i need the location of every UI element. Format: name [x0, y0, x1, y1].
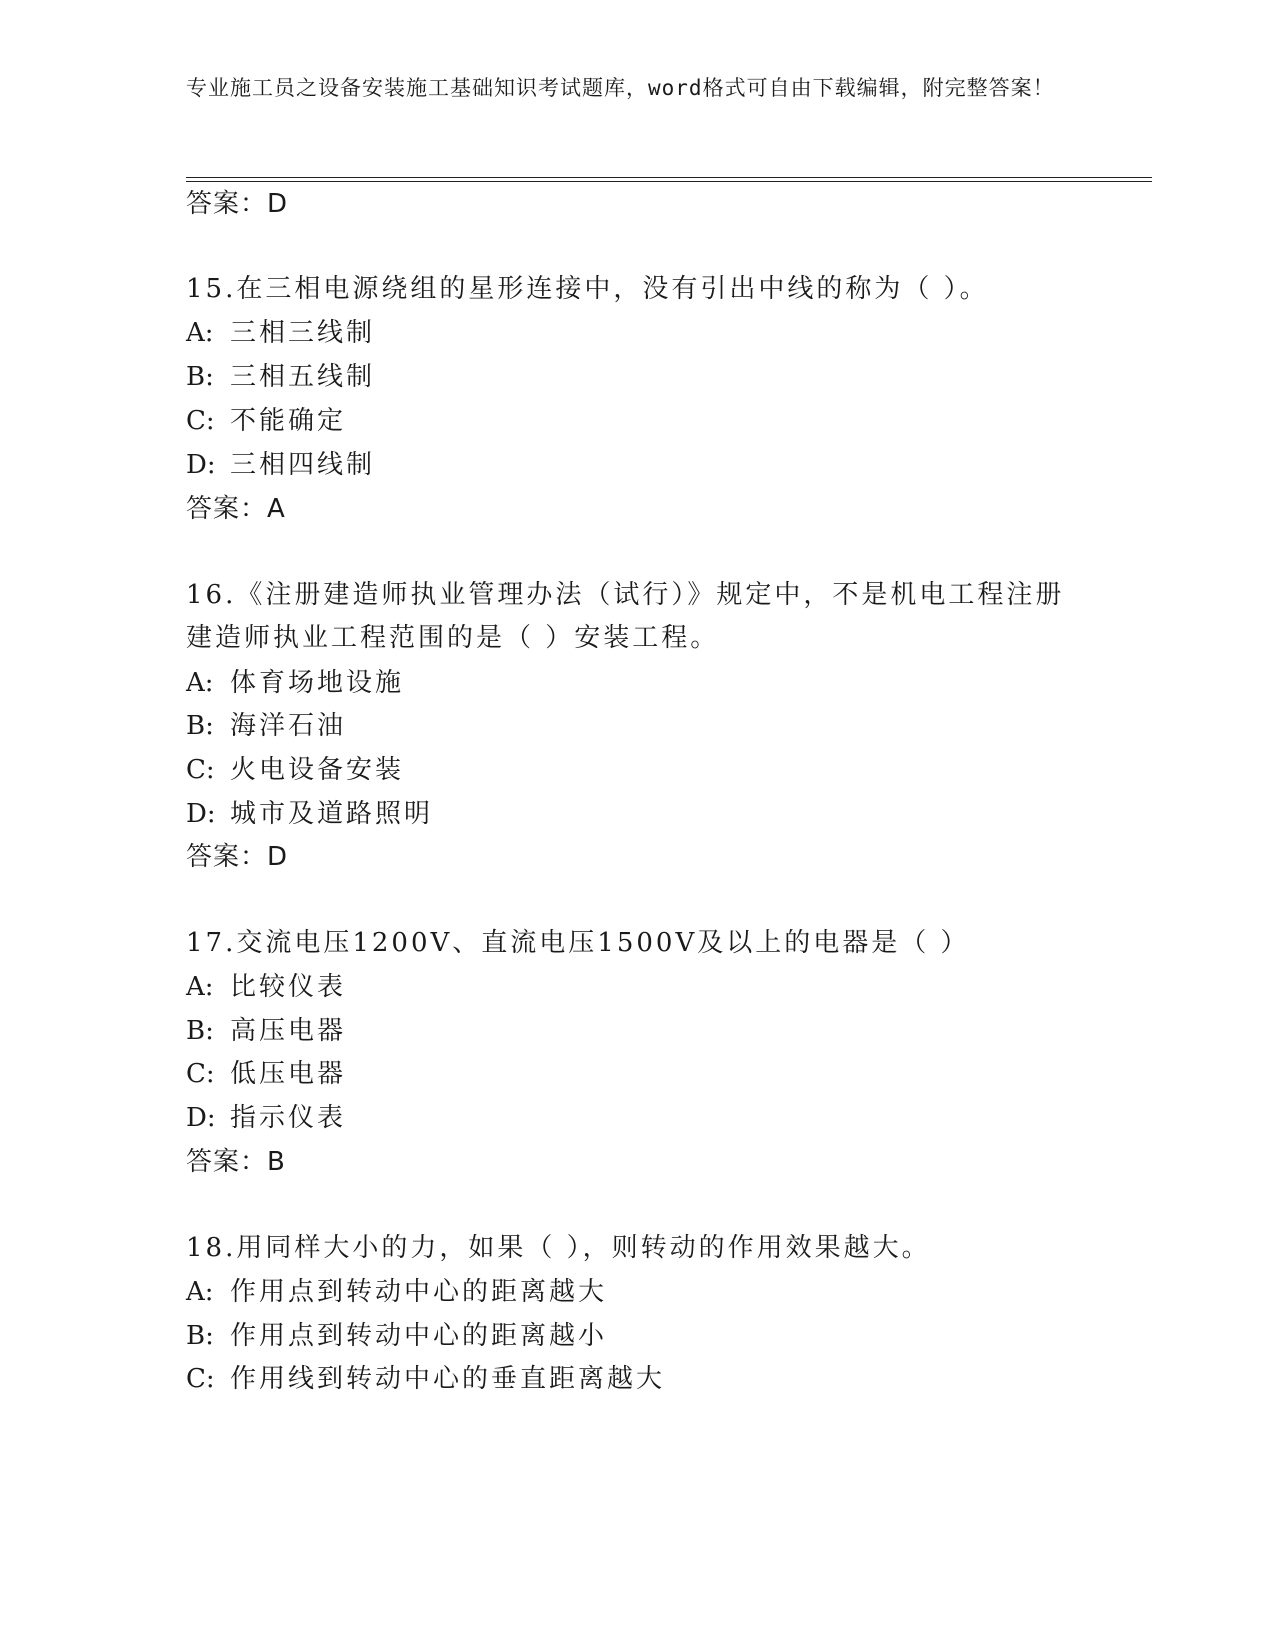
answer-line: 答案：D [186, 189, 289, 219]
option-text: 指示仪表 [230, 1103, 347, 1133]
option-d [186, 1101, 346, 1135]
question-stem: 16.《注册建造师执业管理办法（试行）》规定中，不是机电工程注册 [186, 580, 1065, 610]
option-d [186, 797, 433, 831]
option-text: 城市及道路照明 [230, 799, 434, 829]
option-text: 三相五线制 [230, 362, 376, 392]
option-c [186, 1057, 346, 1091]
question-stem: 15.在三相电源绕组的星形连接中，没有引出中线的称为（ ）。 [186, 274, 989, 304]
answer-line: 答案：A [186, 494, 286, 524]
answer-line: 答案：B [186, 1147, 286, 1177]
option-a [186, 316, 375, 350]
option-d [186, 448, 375, 482]
question-stem: 17.交流电压1200V、直流电压1500V及以上的电器是（ ） [186, 928, 970, 958]
option-letter: A: [186, 1277, 214, 1307]
header-divider-top [186, 177, 1152, 178]
option-text: 三相三线制 [230, 318, 376, 348]
option-text: 比较仪表 [230, 972, 347, 1002]
option-letter: C: [186, 1059, 215, 1089]
option-text: 海洋石油 [230, 711, 347, 741]
option-text: 低压电器 [230, 1059, 347, 1089]
option-b [186, 709, 346, 743]
option-letter: C: [186, 755, 215, 785]
option-b [186, 1014, 346, 1048]
option-b [186, 1319, 607, 1353]
option-c [186, 753, 404, 787]
answer-line: 答案：D [186, 842, 289, 872]
option-c [186, 1362, 665, 1396]
option-text: 高压电器 [230, 1016, 347, 1046]
option-text: 火电设备安装 [230, 755, 405, 785]
option-b [186, 360, 375, 394]
option-letter: D: [186, 450, 216, 480]
option-letter: D: [186, 799, 216, 829]
header-divider-bottom [186, 181, 1152, 182]
option-letter: D: [186, 1103, 216, 1133]
option-text: 三相四线制 [230, 450, 376, 480]
document-header: 专业施工员之设备安装施工基础知识考试题库，word格式可自由下载编辑，附完整答案！ [186, 76, 1055, 100]
option-text: 作用点到转动中心的距离越大 [230, 1277, 608, 1307]
option-text: 不能确定 [230, 406, 347, 436]
option-letter: B: [186, 362, 214, 392]
question-stem: 18.用同样大小的力，如果（ ），则转动的作用效果越大。 [186, 1233, 931, 1263]
option-text: 体育场地设施 [230, 668, 405, 698]
option-text: 作用线到转动中心的垂直距离越大 [230, 1364, 666, 1394]
option-letter: C: [186, 406, 215, 436]
option-a [186, 1275, 607, 1309]
option-letter: B: [186, 1016, 214, 1046]
option-letter: C: [186, 1364, 215, 1394]
option-letter: A: [186, 972, 214, 1002]
option-text: 作用点到转动中心的距离越小 [230, 1321, 608, 1351]
option-letter: A: [186, 668, 214, 698]
option-letter: B: [186, 711, 214, 741]
option-letter: A: [186, 318, 214, 348]
option-a [186, 666, 404, 700]
option-a [186, 970, 346, 1004]
question-stem-continued: 建造师执业工程范围的是（ ）安装工程。 [186, 623, 720, 653]
option-letter: B: [186, 1321, 214, 1351]
option-c [186, 404, 346, 438]
